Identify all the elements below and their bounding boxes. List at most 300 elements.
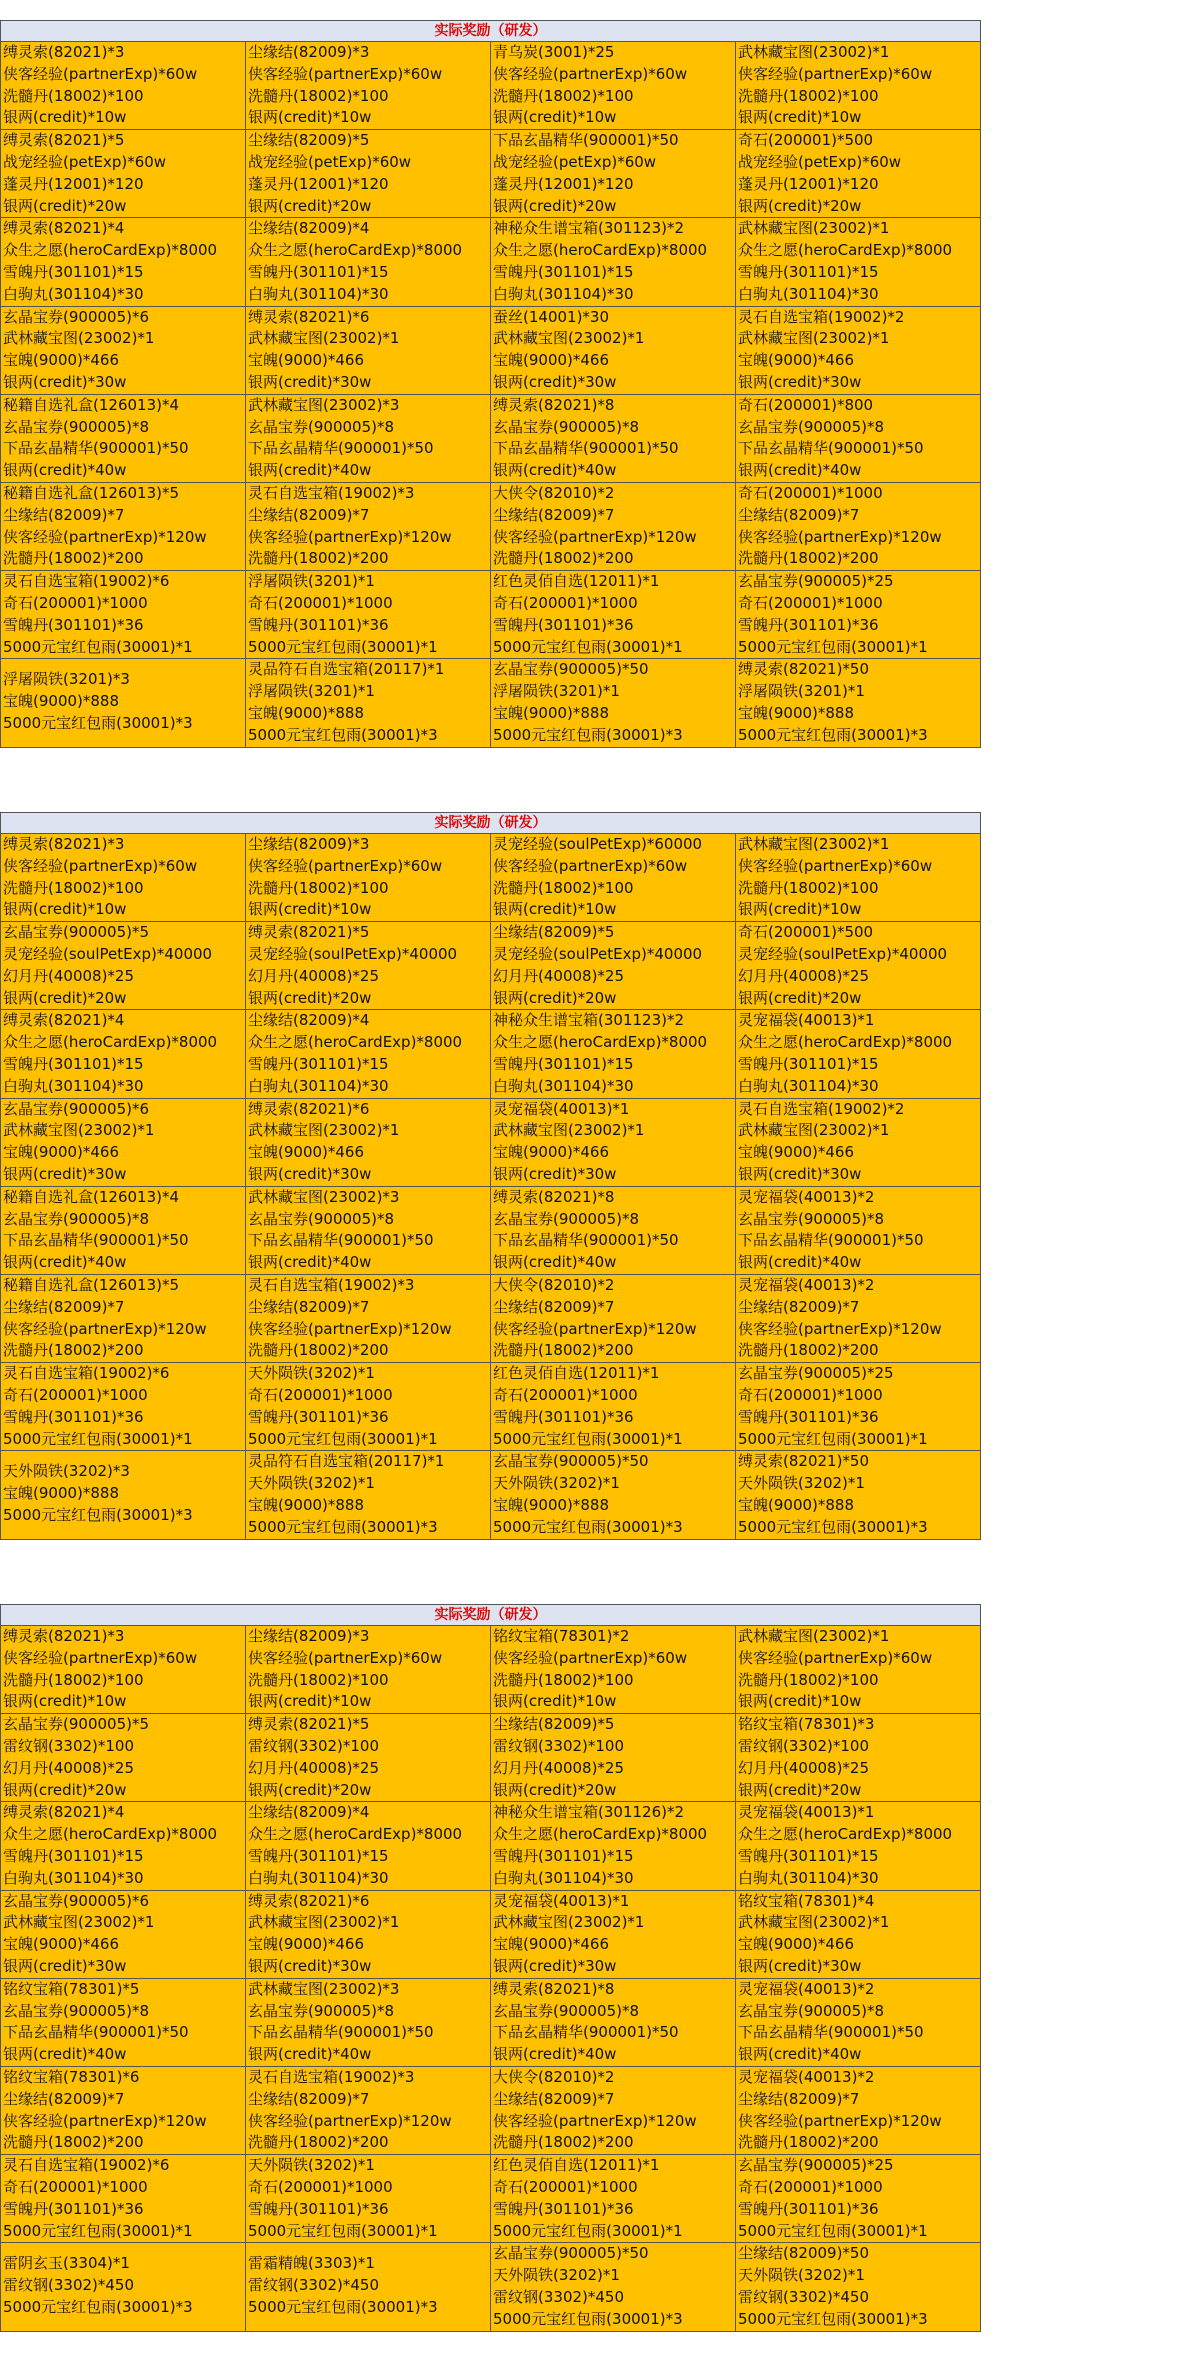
reward-line: 尘缘结(82009)*50 xyxy=(738,2244,870,2263)
reward-line: 雪魄丹(301101)*36 xyxy=(3,615,144,634)
reward-line: 雪魄丹(301101)*15 xyxy=(738,1846,879,1865)
reward-cell xyxy=(491,1890,736,1978)
reward-line: 武林藏宝图(23002)*1 xyxy=(248,329,400,348)
reward-line: 奇石(200001)*1000 xyxy=(248,2177,393,2196)
reward-line: 银两(credit)*10w xyxy=(738,1692,862,1711)
reward-line: 奇石(200001)*1000 xyxy=(248,1385,393,1404)
reward-line: 天外陨铁(3202)*1 xyxy=(493,1474,620,1493)
reward-cell xyxy=(736,394,981,482)
reward-line: 幻月丹(40008)*25 xyxy=(248,966,380,985)
reward-line: 雪魄丹(301101)*15 xyxy=(248,262,389,281)
reward-cell xyxy=(736,922,981,1010)
reward-line: 铭纹宝箱(78301)*2 xyxy=(493,1627,630,1645)
reward-line: 雪魄丹(301101)*36 xyxy=(3,2199,144,2218)
reward-cell xyxy=(491,1714,736,1802)
reward-line: 幻月丹(40008)*25 xyxy=(493,1758,625,1777)
reward-cell xyxy=(1,1451,246,1539)
table-row xyxy=(1,1802,981,1890)
reward-line: 奇石(200001)*1000 xyxy=(3,2177,148,2196)
reward-line: 缚灵索(82021)*3 xyxy=(3,835,125,853)
reward-cell xyxy=(246,2066,491,2154)
reward-line: 5000元宝红包雨(30001)*1 xyxy=(248,2221,438,2240)
reward-line: 红色灵佰自选(12011)*1 xyxy=(493,572,660,591)
reward-line: 雷阴玄玉(3304)*1 xyxy=(3,2254,130,2273)
reward-line: 武林藏宝图(23002)*3 xyxy=(248,1979,400,1998)
reward-cell xyxy=(736,1186,981,1274)
reward-line: 蓬灵丹(12001)*120 xyxy=(493,174,634,193)
reward-line: 武林藏宝图(23002)*1 xyxy=(248,1913,400,1932)
reward-cell xyxy=(736,1274,981,1362)
reward-line: 银两(credit)*40w xyxy=(738,461,862,480)
reward-line: 洗髓丹(18002)*100 xyxy=(493,878,634,897)
reward-line: 秘籍自选礼盒(126013)*5 xyxy=(3,483,180,502)
reward-line: 浮屠陨铁(3201)*1 xyxy=(248,682,375,701)
reward-line: 雪魄丹(301101)*15 xyxy=(493,1054,634,1073)
reward-line: 尘缘结(82009)*7 xyxy=(3,2089,125,2108)
reward-line: 洗髓丹(18002)*200 xyxy=(248,549,389,568)
reward-line: 武林藏宝图(23002)*1 xyxy=(738,1627,890,1645)
reward-line: 银两(credit)*10w xyxy=(738,900,862,919)
reward-line: 洗髓丹(18002)*200 xyxy=(738,549,879,568)
reward-line: 银两(credit)*20w xyxy=(493,196,617,215)
reward-line: 雪魄丹(301101)*15 xyxy=(3,1054,144,1073)
reward-cell xyxy=(491,1098,736,1186)
reward-line: 白驹丸(301104)*30 xyxy=(738,1868,879,1887)
reward-line: 灵宠福袋(40013)*1 xyxy=(493,1891,630,1910)
reward-line: 下品玄晶精华(900001)*50 xyxy=(248,439,434,458)
reward-line: 蓬灵丹(12001)*120 xyxy=(738,174,879,193)
reward-line: 尘缘结(82009)*7 xyxy=(738,505,860,524)
reward-line: 宝魄(9000)*888 xyxy=(248,1495,365,1514)
reward-cell xyxy=(491,2066,736,2154)
reward-line: 尘缘结(82009)*3 xyxy=(248,43,370,61)
reward-line: 银两(credit)*40w xyxy=(493,2045,617,2064)
reward-line: 银两(credit)*30w xyxy=(248,1956,372,1975)
reward-line: 洗髓丹(18002)*100 xyxy=(248,878,389,897)
reward-cell xyxy=(491,922,736,1010)
reward-line: 灵宠福袋(40013)*2 xyxy=(738,1275,875,1294)
reward-cell xyxy=(246,218,491,306)
reward-line: 侠客经验(partnerExp)*120w xyxy=(738,527,942,546)
reward-cell xyxy=(246,1010,491,1098)
reward-line: 银两(credit)*20w xyxy=(3,988,127,1007)
table-row xyxy=(1,1714,981,1802)
reward-line: 雷纹钢(3302)*100 xyxy=(493,1736,625,1755)
reward-cell xyxy=(491,2243,736,2331)
reward-line: 雪魄丹(301101)*36 xyxy=(248,615,389,634)
reward-line: 侠客经验(partnerExp)*120w xyxy=(493,2111,697,2130)
reward-line: 幻月丹(40008)*25 xyxy=(493,966,625,985)
reward-line: 银两(credit)*10w xyxy=(248,1692,372,1711)
reward-line: 下品玄晶精华(900001)*50 xyxy=(248,1231,434,1250)
reward-line: 灵宠福袋(40013)*2 xyxy=(738,1979,875,1998)
reward-table-2 xyxy=(0,812,981,1540)
reward-line: 幻月丹(40008)*25 xyxy=(248,1758,380,1777)
reward-line: 雪魄丹(301101)*15 xyxy=(738,1054,879,1073)
reward-line: 尘缘结(82009)*7 xyxy=(248,1297,370,1316)
reward-cell xyxy=(246,1363,491,1451)
reward-line: 侠客经验(partnerExp)*120w xyxy=(248,527,452,546)
reward-line: 灵石自选宝箱(19002)*2 xyxy=(738,1099,905,1118)
reward-cell xyxy=(1,571,246,659)
reward-line: 天外陨铁(3202)*1 xyxy=(738,1474,865,1493)
reward-line: 侠客经验(partnerExp)*120w xyxy=(493,527,697,546)
reward-line: 武林藏宝图(23002)*1 xyxy=(738,835,890,853)
reward-line: 武林藏宝图(23002)*1 xyxy=(738,1913,890,1932)
reward-cell xyxy=(246,834,491,922)
reward-line: 下品玄晶精华(900001)*50 xyxy=(738,2023,924,2042)
reward-line: 银两(credit)*30w xyxy=(3,1164,127,1183)
reward-line: 雪魄丹(301101)*36 xyxy=(493,2199,634,2218)
reward-line: 秘籍自选礼盒(126013)*4 xyxy=(3,395,180,414)
table-row xyxy=(1,130,981,218)
reward-line: 5000元宝红包雨(30001)*3 xyxy=(248,2297,438,2316)
reward-cell xyxy=(491,571,736,659)
table-row xyxy=(1,394,981,482)
reward-line: 5000元宝红包雨(30001)*1 xyxy=(248,637,438,656)
reward-cell xyxy=(736,306,981,394)
reward-line: 尘缘结(82009)*7 xyxy=(248,2089,370,2108)
reward-line: 众生之愿(heroCardExp)*8000 xyxy=(3,241,218,260)
reward-line: 侠客经验(partnerExp)*60w xyxy=(3,1648,198,1667)
reward-line: 蓬灵丹(12001)*120 xyxy=(248,174,389,193)
table-row xyxy=(1,2155,981,2243)
reward-line: 雪魄丹(301101)*15 xyxy=(3,262,144,281)
reward-line: 侠客经验(partnerExp)*120w xyxy=(738,1319,942,1338)
reward-line: 5000元宝红包雨(30001)*1 xyxy=(738,2221,928,2240)
reward-line: 灵宠福袋(40013)*1 xyxy=(493,1099,630,1118)
reward-line: 玄晶宝券(900005)*25 xyxy=(738,2156,894,2175)
reward-cell xyxy=(246,922,491,1010)
reward-line: 武林藏宝图(23002)*1 xyxy=(493,329,645,348)
reward-line: 下品玄晶精华(900001)*50 xyxy=(493,439,679,458)
reward-cell xyxy=(246,394,491,482)
reward-line: 灵石自选宝箱(19002)*3 xyxy=(248,1275,415,1294)
reward-line: 武林藏宝图(23002)*1 xyxy=(493,1913,645,1932)
reward-line: 奇石(200001)*1000 xyxy=(738,593,883,612)
reward-line: 幻月丹(40008)*25 xyxy=(3,966,135,985)
reward-line: 红色灵佰自选(12011)*1 xyxy=(493,1364,660,1383)
reward-line: 武林藏宝图(23002)*1 xyxy=(248,1121,400,1140)
reward-cell xyxy=(246,659,491,747)
reward-line: 洗髓丹(18002)*200 xyxy=(248,2133,389,2152)
reward-cell xyxy=(491,1626,736,1714)
reward-cell xyxy=(1,659,246,747)
reward-line: 玄晶宝券(900005)*50 xyxy=(493,1452,649,1471)
reward-cell xyxy=(736,1363,981,1451)
reward-line: 银两(credit)*30w xyxy=(493,1164,617,1183)
reward-line: 银两(credit)*20w xyxy=(248,988,372,1007)
reward-line: 宝魄(9000)*888 xyxy=(3,1484,120,1503)
reward-cell xyxy=(491,1010,736,1098)
reward-line: 灵石自选宝箱(19002)*6 xyxy=(3,2156,170,2175)
table-row xyxy=(1,306,981,394)
reward-line: 尘缘结(82009)*3 xyxy=(248,1627,370,1645)
reward-cell xyxy=(736,2155,981,2243)
reward-line: 玄晶宝券(900005)*8 xyxy=(248,417,395,436)
reward-line: 雪魄丹(301101)*15 xyxy=(493,262,634,281)
reward-cell xyxy=(246,2243,491,2331)
reward-line: 侠客经验(partnerExp)*60w xyxy=(738,64,933,83)
reward-line: 侠客经验(partnerExp)*60w xyxy=(493,64,688,83)
reward-line: 洗髓丹(18002)*100 xyxy=(493,1670,634,1689)
reward-line: 宝魄(9000)*466 xyxy=(738,1143,855,1162)
reward-line: 玄晶宝券(900005)*5 xyxy=(3,923,150,942)
reward-cell xyxy=(736,218,981,306)
reward-line: 奇石(200001)*500 xyxy=(738,131,874,150)
reward-line: 洗髓丹(18002)*200 xyxy=(248,1341,389,1360)
reward-line: 雷纹钢(3302)*100 xyxy=(248,1736,380,1755)
reward-line: 5000元宝红包雨(30001)*3 xyxy=(3,713,193,732)
reward-cell xyxy=(246,1451,491,1539)
reward-line: 缚灵索(82021)*4 xyxy=(3,1803,125,1822)
reward-cell xyxy=(1,130,246,218)
reward-line: 秘籍自选礼盒(126013)*4 xyxy=(3,1187,180,1206)
reward-line: 玄晶宝券(900005)*6 xyxy=(3,1099,150,1118)
reward-line: 5000元宝红包雨(30001)*1 xyxy=(3,637,193,656)
reward-line: 尘缘结(82009)*7 xyxy=(493,505,615,524)
reward-line: 侠客经验(partnerExp)*60w xyxy=(493,856,688,875)
reward-line: 众生之愿(heroCardExp)*8000 xyxy=(3,1033,218,1052)
reward-line xyxy=(248,2243,490,2253)
reward-line: 银两(credit)*20w xyxy=(738,1780,862,1799)
reward-cell xyxy=(1,306,246,394)
reward-cell xyxy=(736,1802,981,1890)
reward-line: 银两(credit)*20w xyxy=(3,1780,127,1799)
reward-line: 洗髓丹(18002)*100 xyxy=(738,1670,879,1689)
reward-line: 灵宠福袋(40013)*2 xyxy=(738,2067,875,2086)
reward-cell xyxy=(1,42,246,130)
table-row xyxy=(1,1626,981,1714)
reward-line: 侠客经验(partnerExp)*120w xyxy=(493,1319,697,1338)
reward-cell xyxy=(1,1010,246,1098)
reward-line: 红色灵佰自选(12011)*1 xyxy=(493,2156,660,2175)
reward-cell xyxy=(1,1802,246,1890)
reward-line: 洗髓丹(18002)*200 xyxy=(493,1341,634,1360)
reward-line: 灵石自选宝箱(19002)*2 xyxy=(738,307,905,326)
reward-line: 大侠令(82010)*2 xyxy=(493,483,615,502)
reward-line: 雪魄丹(301101)*36 xyxy=(738,1407,879,1426)
reward-line: 洗髓丹(18002)*200 xyxy=(3,1341,144,1360)
reward-cell xyxy=(736,1626,981,1714)
table-row xyxy=(1,2066,981,2154)
reward-line: 尘缘结(82009)*7 xyxy=(738,2089,860,2108)
reward-line: 下品玄晶精华(900001)*50 xyxy=(3,439,189,458)
reward-line: 尘缘结(82009)*4 xyxy=(248,219,370,238)
reward-cell xyxy=(246,130,491,218)
reward-line: 侠客经验(partnerExp)*60w xyxy=(248,1648,443,1667)
reward-line: 下品玄晶精华(900001)*50 xyxy=(738,1231,924,1250)
table-row xyxy=(1,571,981,659)
reward-line: 5000元宝红包雨(30001)*3 xyxy=(493,725,683,744)
reward-line: 众生之愿(heroCardExp)*8000 xyxy=(493,1033,708,1052)
reward-line: 洗髓丹(18002)*100 xyxy=(493,86,634,105)
reward-line: 洗髓丹(18002)*200 xyxy=(738,1341,879,1360)
reward-line: 缚灵索(82021)*50 xyxy=(738,660,870,679)
reward-cell xyxy=(736,1890,981,1978)
reward-line: 银两(credit)*40w xyxy=(248,1253,372,1272)
reward-line: 银两(credit)*20w xyxy=(3,196,127,215)
reward-line: 玄晶宝券(900005)*5 xyxy=(3,1715,150,1734)
reward-line: 银两(credit)*20w xyxy=(493,1780,617,1799)
reward-line: 雪魄丹(301101)*36 xyxy=(248,1407,389,1426)
reward-line: 尘缘结(82009)*4 xyxy=(248,1011,370,1030)
reward-line: 浮屠陨铁(3201)*1 xyxy=(248,572,375,591)
reward-line: 洗髓丹(18002)*200 xyxy=(493,2133,634,2152)
reward-line: 银两(credit)*30w xyxy=(738,1164,862,1183)
reward-line: 5000元宝红包雨(30001)*3 xyxy=(3,1505,193,1524)
reward-cell xyxy=(246,1098,491,1186)
reward-cell xyxy=(1,2066,246,2154)
reward-line: 侠客经验(partnerExp)*120w xyxy=(738,2111,942,2130)
reward-line: 灵宠经验(soulPetExp)*40000 xyxy=(3,944,213,963)
reward-line: 众生之愿(heroCardExp)*8000 xyxy=(248,241,463,260)
reward-line: 众生之愿(heroCardExp)*8000 xyxy=(248,1825,463,1844)
table-row xyxy=(1,1451,981,1539)
reward-line: 武林藏宝图(23002)*1 xyxy=(738,329,890,348)
reward-line: 宝魄(9000)*466 xyxy=(248,1935,365,1954)
reward-line: 宝魄(9000)*466 xyxy=(3,351,120,370)
reward-cell xyxy=(1,1274,246,1362)
reward-line: 缚灵索(82021)*8 xyxy=(493,1187,615,1206)
reward-cell xyxy=(246,42,491,130)
reward-line: 侠客经验(partnerExp)*120w xyxy=(248,2111,452,2130)
reward-cell xyxy=(736,1010,981,1098)
reward-line: 宝魄(9000)*888 xyxy=(248,703,365,722)
reward-line: 尘缘结(82009)*7 xyxy=(493,1297,615,1316)
reward-line: 银两(credit)*40w xyxy=(493,1253,617,1272)
reward-line: 雷霜精魄(3303)*1 xyxy=(248,2254,375,2273)
table-row xyxy=(1,834,981,922)
reward-line: 天外陨铁(3202)*1 xyxy=(738,2266,865,2285)
reward-line: 白驹丸(301104)*30 xyxy=(248,1868,389,1887)
reward-line: 洗髓丹(18002)*100 xyxy=(3,1670,144,1689)
reward-line: 宝魄(9000)*466 xyxy=(493,1143,610,1162)
reward-line: 洗髓丹(18002)*100 xyxy=(248,86,389,105)
reward-line: 洗髓丹(18002)*200 xyxy=(493,549,634,568)
reward-line: 尘缘结(82009)*7 xyxy=(248,505,370,524)
reward-line: 雪魄丹(301101)*15 xyxy=(248,1054,389,1073)
reward-cell xyxy=(1,482,246,570)
reward-line: 灵石自选宝箱(19002)*3 xyxy=(248,483,415,502)
reward-cell xyxy=(1,1626,246,1714)
reward-line: 银两(credit)*30w xyxy=(3,1956,127,1975)
reward-line: 雪魄丹(301101)*36 xyxy=(493,615,634,634)
reward-cell xyxy=(1,1890,246,1978)
reward-line: 宝魄(9000)*466 xyxy=(3,1935,120,1954)
reward-cell xyxy=(1,1714,246,1802)
reward-line: 宝魄(9000)*888 xyxy=(738,703,855,722)
reward-line: 缚灵索(82021)*6 xyxy=(248,1099,370,1118)
reward-cell xyxy=(736,2066,981,2154)
reward-line: 尘缘结(82009)*5 xyxy=(493,1715,615,1734)
reward-line: 缚灵索(82021)*5 xyxy=(248,1715,370,1734)
table-row xyxy=(1,2243,981,2331)
reward-line: 缚灵索(82021)*5 xyxy=(248,923,370,942)
reward-line: 玄晶宝券(900005)*50 xyxy=(493,660,649,679)
reward-line: 天外陨铁(3202)*1 xyxy=(248,2156,375,2175)
reward-line: 5000元宝红包雨(30001)*1 xyxy=(248,1429,438,1448)
reward-line: 灵宠经验(soulPetExp)*40000 xyxy=(248,944,458,963)
reward-line: 白驹丸(301104)*30 xyxy=(493,284,634,303)
reward-line: 奇石(200001)*800 xyxy=(738,395,874,414)
reward-line: 雪魄丹(301101)*36 xyxy=(3,1407,144,1426)
reward-line: 秘籍自选礼盒(126013)*5 xyxy=(3,1275,180,1294)
reward-line: 雪魄丹(301101)*36 xyxy=(738,2199,879,2218)
reward-line: 宝魄(9000)*888 xyxy=(3,692,120,711)
reward-line: 侠客经验(partnerExp)*60w xyxy=(493,1648,688,1667)
table-row xyxy=(1,1363,981,1451)
reward-cell xyxy=(736,2243,981,2331)
reward-cell xyxy=(491,1451,736,1539)
reward-line: 玄晶宝券(900005)*8 xyxy=(738,417,885,436)
reward-line: 银两(credit)*30w xyxy=(738,1956,862,1975)
reward-line: 下品玄晶精华(900001)*50 xyxy=(493,131,679,150)
reward-line: 尘缘结(82009)*7 xyxy=(738,1297,860,1316)
reward-line: 银两(credit)*30w xyxy=(493,372,617,391)
reward-line: 灵石自选宝箱(19002)*6 xyxy=(3,1364,170,1383)
reward-line: 宝魄(9000)*466 xyxy=(493,1935,610,1954)
reward-line: 浮屠陨铁(3201)*1 xyxy=(493,682,620,701)
reward-line: 宝魄(9000)*466 xyxy=(493,351,610,370)
reward-line: 玄晶宝券(900005)*50 xyxy=(493,2244,649,2263)
reward-line: 灵宠经验(soulPetExp)*40000 xyxy=(738,944,948,963)
reward-table-3 xyxy=(0,1604,981,2332)
reward-line: 洗髓丹(18002)*200 xyxy=(3,549,144,568)
reward-cell xyxy=(736,42,981,130)
reward-line: 银两(credit)*10w xyxy=(248,108,372,127)
table-row xyxy=(1,42,981,130)
reward-line: 雪魄丹(301101)*36 xyxy=(248,2199,389,2218)
reward-line: 雪魄丹(301101)*15 xyxy=(738,262,879,281)
reward-line: 5000元宝红包雨(30001)*1 xyxy=(493,1429,683,1448)
reward-line: 白驹丸(301104)*30 xyxy=(248,284,389,303)
reward-line: 5000元宝红包雨(30001)*3 xyxy=(493,1517,683,1536)
reward-line: 雷纹钢(3302)*450 xyxy=(248,2276,380,2295)
reward-line: 玄晶宝券(900005)*25 xyxy=(738,1364,894,1383)
reward-line: 灵宠福袋(40013)*1 xyxy=(738,1011,875,1030)
reward-cell xyxy=(736,659,981,747)
reward-line: 侠客经验(partnerExp)*60w xyxy=(3,64,198,83)
reward-line: 洗髓丹(18002)*100 xyxy=(738,86,879,105)
reward-line: 银两(credit)*40w xyxy=(3,1253,127,1272)
reward-line: 宝魄(9000)*466 xyxy=(3,1143,120,1162)
reward-line: 铭纹宝箱(78301)*5 xyxy=(3,1979,140,1998)
reward-line: 奇石(200001)*1000 xyxy=(493,2177,638,2196)
reward-line xyxy=(3,1451,245,1461)
reward-line: 雪魄丹(301101)*36 xyxy=(738,615,879,634)
reward-line: 天外陨铁(3202)*3 xyxy=(3,1462,130,1481)
reward-line: 奇石(200001)*1000 xyxy=(3,593,148,612)
reward-line: 5000元宝红包雨(30001)*1 xyxy=(3,2221,193,2240)
reward-cell xyxy=(246,482,491,570)
reward-line: 武林藏宝图(23002)*3 xyxy=(248,395,400,414)
reward-line: 宝魄(9000)*466 xyxy=(738,351,855,370)
reward-line: 尘缘结(82009)*5 xyxy=(248,131,370,150)
reward-line: 众生之愿(heroCardExp)*8000 xyxy=(3,1825,218,1844)
reward-line: 银两(credit)*40w xyxy=(3,2045,127,2064)
reward-line: 神秘众生谱宝箱(301123)*2 xyxy=(493,1011,685,1030)
reward-line: 战宠经验(petExp)*60w xyxy=(248,152,412,171)
reward-line: 侠客经验(partnerExp)*120w xyxy=(3,2111,207,2130)
reward-line: 玄晶宝券(900005)*6 xyxy=(3,1891,150,1910)
table-title: 实际奖励（研发） xyxy=(1,813,981,834)
reward-line: 银两(credit)*30w xyxy=(493,1956,617,1975)
reward-line: 下品玄晶精华(900001)*50 xyxy=(3,1231,189,1250)
reward-line: 神秘众生谱宝箱(301123)*2 xyxy=(493,219,685,238)
reward-line: 玄晶宝券(900005)*8 xyxy=(248,1209,395,1228)
reward-line: 银两(credit)*30w xyxy=(738,372,862,391)
